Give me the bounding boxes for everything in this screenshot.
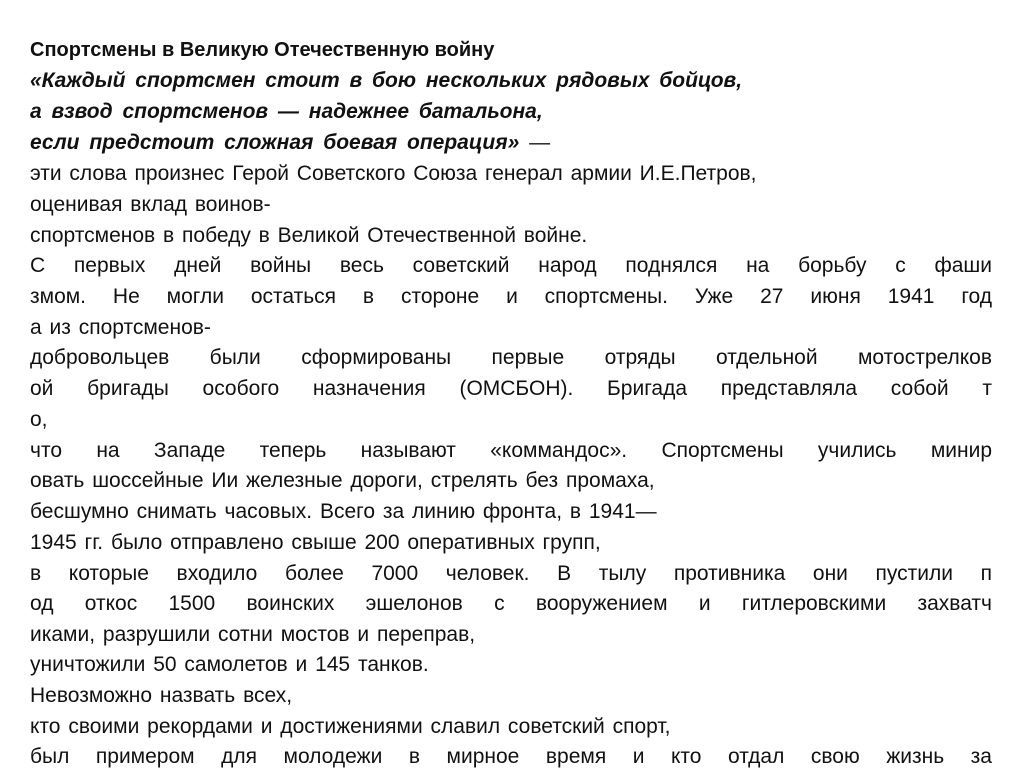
- quote-text: если предстоит сложная боевая операция»: [30, 131, 520, 154]
- text-line: уничтожили 50 самолетов и 145 танков.: [30, 653, 429, 676]
- text-line: Невозможно назвать всех,: [30, 684, 293, 707]
- text-line: иками, разрушили сотни мостов и переправ,: [30, 623, 476, 646]
- text-line: бесшумно снимать часовых. Всего за линию фронта, в 1941—: [30, 500, 657, 523]
- text-line: о,: [30, 408, 48, 431]
- quote-dash: —: [519, 131, 551, 154]
- quote-line: а взвод спортсменов — надежнее батальона,: [30, 100, 543, 123]
- text-line: кто своими рекордами и достижениями славил советский спорт,: [30, 715, 671, 738]
- text-line: эти слова произнес Герой Советского Союза генерал армии И.Е.Петров,: [30, 162, 757, 185]
- quote-line-last: [30, 130, 550, 156]
- text-line: 1945 гг. было отправлено свыше 200 оперативных групп,: [30, 531, 601, 554]
- text-line: ой бригады особого назначения (ОМСБОН). Бригада представляла собой т: [30, 377, 992, 400]
- text-line: овать шоссейные Ии железные дороги, стрелять без промаха,: [30, 469, 655, 492]
- text-line: в которые входило более 7000 человек. В тылу противника они пустили п: [30, 562, 992, 585]
- quote-line: «Каждый спортсмен стоит в бою нескольких рядовых бойцов,: [30, 69, 743, 92]
- text-line: С первых дней войны весь советский народ поднялся на борьбу с фаши: [30, 254, 992, 277]
- text-line: спортсменов в победу в Великой Отечественной войне.: [30, 224, 588, 247]
- text-line: од откос 1500 воинских эшелонов с вооружением и гитлеровскими захватч: [30, 592, 992, 615]
- text-line: змом. Не могли остаться в стороне и спортсмены. Уже 27 июня 1941 год: [30, 285, 992, 308]
- text-line: что на Западе теперь называют «коммандос». Спортсмены учились минир: [30, 439, 992, 462]
- text-line: оценивая вклад воинов-: [30, 193, 271, 216]
- text-line: а из спортсменов-: [30, 316, 211, 339]
- text-line: был примером для молодежи в мирное время и кто отдал свою жизнь за: [30, 745, 992, 768]
- document-title: Спортсмены в Великую Отечественную войну: [30, 39, 495, 61]
- text-line: добровольцев были сформированы первые отряды отдельной мотострелков: [30, 346, 992, 369]
